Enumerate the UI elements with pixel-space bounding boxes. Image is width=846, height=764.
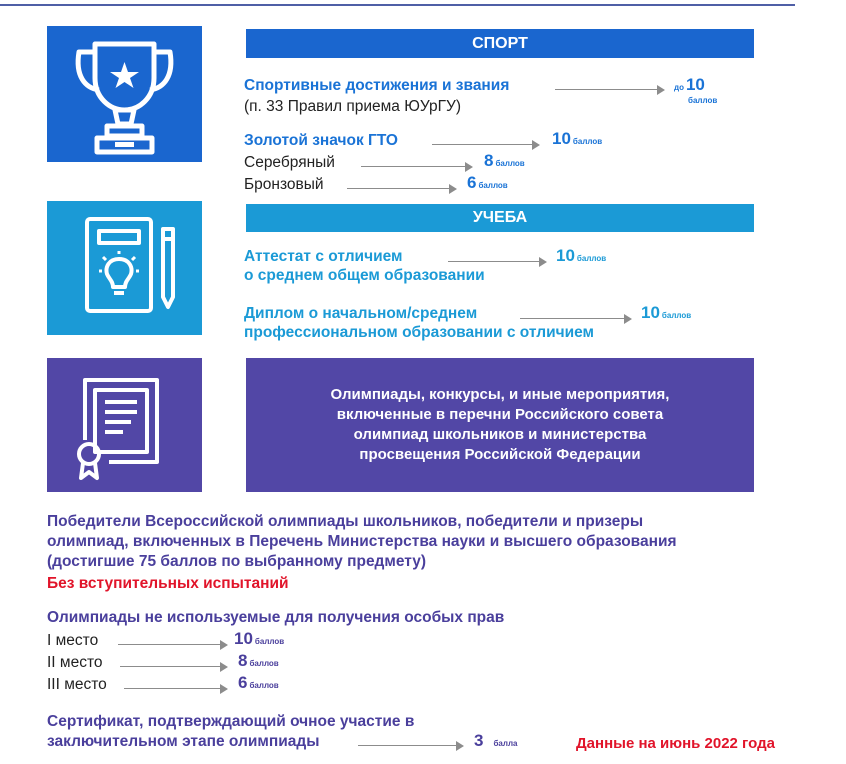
points-unit: баллов xyxy=(576,254,607,263)
gto-bronze-label: Бронзовый xyxy=(244,176,324,193)
place3-points xyxy=(238,675,279,694)
arrow-icon xyxy=(361,161,473,173)
certificate-honors-points xyxy=(556,248,606,267)
study-header xyxy=(246,204,754,232)
participation-certificate-line2: заключительном этапе олимпиады xyxy=(47,733,320,750)
winners-line3: (достигшие 75 баллов по выбранному предмету) xyxy=(47,553,427,570)
document-lightbulb-pencil-icon xyxy=(47,201,202,335)
gto-silver-points xyxy=(484,153,525,172)
arrow-icon xyxy=(120,661,228,673)
arrow-icon xyxy=(118,639,228,651)
diploma-honors-points xyxy=(641,305,691,324)
points-unit: баллов xyxy=(249,659,279,668)
olympiad-box-line2: включенные в перечни Российского совета xyxy=(336,406,664,423)
olympiad-box-line1: Олимпиады, конкурсы, и иные мероприятия, xyxy=(330,386,670,403)
gto-silver-label: Серебряный xyxy=(244,154,335,171)
points-value: 8 xyxy=(484,151,494,170)
gto-gold-label: Золотой значок ГТО xyxy=(244,132,398,149)
sport-achievements-title: Спортивные достижения и звания xyxy=(244,77,510,94)
participation-certificate-points xyxy=(474,733,517,752)
points-unit: баллов xyxy=(249,681,279,690)
certificate-honors-line2: о среднем общем образовании xyxy=(244,267,485,284)
olympiad-box-line3: олимпиад школьников и министерства xyxy=(353,426,647,443)
arrow-icon xyxy=(347,183,457,195)
place2-label: II место xyxy=(47,654,103,671)
points-unit: баллов xyxy=(688,96,718,105)
no-entrance-exams-label: Без вступительных испытаний xyxy=(47,575,289,592)
points-value: 6 xyxy=(467,173,477,192)
winners-line1: Победители Всероссийской олимпиады школьников, победители и призеры xyxy=(47,513,644,530)
points-unit: баллов xyxy=(254,637,285,646)
sport-achievements-subtitle: (п. 33 Правил приема ЮУрГУ) xyxy=(244,98,462,115)
arrow-icon xyxy=(520,313,632,325)
points-value: 10 xyxy=(641,303,660,322)
place1-points xyxy=(234,631,284,650)
place1-label: I место xyxy=(47,632,99,649)
arrow-icon xyxy=(448,256,547,268)
arrow-icon xyxy=(358,740,464,752)
points-value: 10 xyxy=(556,246,575,265)
place3-label: III место xyxy=(47,676,107,693)
trophy-icon xyxy=(47,26,202,162)
points-value: 8 xyxy=(238,651,248,670)
olympiad-not-used-title: Олимпиады не используемые для получения особых прав xyxy=(47,609,505,626)
sport-header-label: СПОРТ xyxy=(472,34,528,52)
place2-points xyxy=(238,653,279,672)
arrow-icon xyxy=(555,84,665,96)
top-divider-line xyxy=(0,4,795,6)
diploma-honors-line1: Диплом о начальном/среднем xyxy=(244,305,478,322)
olympiad-box-line4: просвещения Российской Федерации xyxy=(359,446,641,463)
points-value: 10 xyxy=(552,129,571,148)
points-unit: баллов xyxy=(661,311,692,320)
olympiad-box xyxy=(246,358,754,492)
points-value: 3 xyxy=(474,731,484,750)
points-value: 10 xyxy=(685,75,705,94)
points-unit: балла xyxy=(493,739,518,748)
participation-certificate-line1: Сертификат, подтверждающий очное участие в xyxy=(47,713,415,730)
diploma-honors-line2: профессиональном образовании с отличием xyxy=(244,324,595,341)
winners-line2: олимпиад, включенных в Перечень Министерства науки и высшего образования xyxy=(47,533,677,550)
sport-achievements-points xyxy=(674,75,718,105)
certificate-honors-line1: Аттестат с отличием xyxy=(244,248,403,265)
points-value: 10 xyxy=(234,629,253,648)
points-unit: баллов xyxy=(572,137,603,146)
points-unit: баллов xyxy=(495,159,525,168)
arrow-icon xyxy=(124,683,228,695)
data-date-note: Данные на июнь 2022 года xyxy=(576,735,775,752)
gto-gold-points xyxy=(552,131,602,150)
study-tile xyxy=(47,201,202,335)
study-header-label: УЧЕБА xyxy=(472,209,528,226)
olympiad-tile xyxy=(47,358,202,492)
sport-tile xyxy=(47,26,202,162)
gto-bronze-points xyxy=(467,175,508,194)
points-unit: баллов xyxy=(478,181,508,190)
arrow-icon xyxy=(432,139,540,151)
points-value: 6 xyxy=(238,673,248,692)
certificate-icon xyxy=(47,358,202,492)
points-prefix: до xyxy=(674,83,684,92)
sport-header xyxy=(246,29,754,58)
